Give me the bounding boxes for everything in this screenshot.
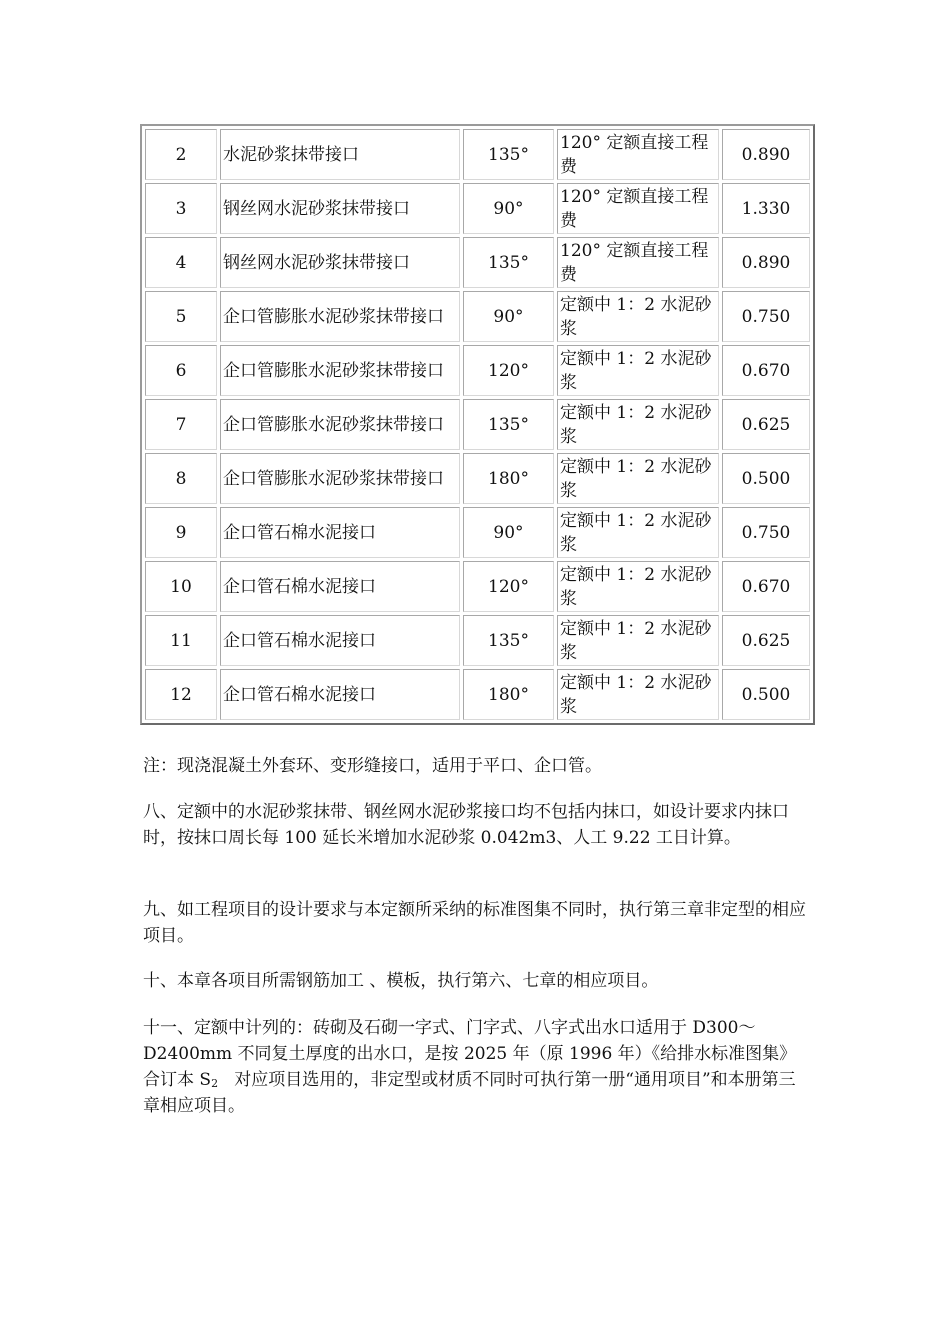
table-footnote: 注：现浇混凝土外套环、变形缝接口，适用于平口、企口管。 bbox=[143, 756, 602, 776]
angle-cell: 180° bbox=[463, 453, 554, 504]
row-number-cell: 6 bbox=[145, 345, 217, 396]
joint-type-cell: 企口管石棉水泥接口 bbox=[220, 615, 460, 666]
base-note-cell: 定额中 1：2 水泥砂浆 bbox=[557, 453, 719, 504]
angle-cell: 135° bbox=[463, 399, 554, 450]
base-note-cell: 定额中 1：2 水泥砂浆 bbox=[557, 291, 719, 342]
row-number-cell: 9 bbox=[145, 507, 217, 558]
angle-cell: 120° bbox=[463, 345, 554, 396]
row-number-cell: 10 bbox=[145, 561, 217, 612]
joint-type-cell: 钢丝网水泥砂浆抹带接口 bbox=[220, 183, 460, 234]
angle-cell: 90° bbox=[463, 183, 554, 234]
table-row bbox=[145, 561, 810, 612]
coefficient-cell: 0.625 bbox=[722, 399, 810, 450]
row-number-cell: 11 bbox=[145, 615, 217, 666]
table-row bbox=[145, 291, 810, 342]
angle-cell: 90° bbox=[463, 507, 554, 558]
coefficient-cell: 0.890 bbox=[722, 237, 810, 288]
table-row bbox=[145, 507, 810, 558]
table-row bbox=[145, 183, 810, 234]
table-row bbox=[145, 345, 810, 396]
paragraph-9: 九、如工程项目的设计要求与本定额所采纳的标准图集不同时，执行第三章非定型的相应项目。 bbox=[143, 900, 806, 946]
row-number-cell: 12 bbox=[145, 669, 217, 720]
joint-type-cell: 企口管膨胀水泥砂浆抹带接口 bbox=[220, 453, 460, 504]
table-body bbox=[145, 129, 810, 720]
joint-type-cell: 企口管膨胀水泥砂浆抹带接口 bbox=[220, 345, 460, 396]
base-note-cell: 定额中 1：2 水泥砂浆 bbox=[557, 345, 719, 396]
base-note-cell: 定额中 1：2 水泥砂浆 bbox=[557, 561, 719, 612]
base-note-cell: 定额中 1：2 水泥砂浆 bbox=[557, 669, 719, 720]
coefficient-cell: 0.625 bbox=[722, 615, 810, 666]
paragraph-10: 十、本章各项目所需钢筋加工 、模板，执行第六、七章的相应项目。 bbox=[143, 971, 659, 991]
coefficient-cell: 0.670 bbox=[722, 345, 810, 396]
quota-coefficient-table bbox=[140, 124, 815, 725]
joint-type-cell: 企口管膨胀水泥砂浆抹带接口 bbox=[220, 291, 460, 342]
joint-type-cell: 企口管石棉水泥接口 bbox=[220, 507, 460, 558]
joint-type-cell: 企口管膨胀水泥砂浆抹带接口 bbox=[220, 399, 460, 450]
angle-cell: 120° bbox=[463, 561, 554, 612]
base-note-cell: 定额中 1：2 水泥砂浆 bbox=[557, 507, 719, 558]
coefficient-cell: 0.750 bbox=[722, 291, 810, 342]
base-note-cell: 120° 定额直接工程费 bbox=[557, 183, 719, 234]
coefficient-cell: 0.890 bbox=[722, 129, 810, 180]
base-note-cell: 120° 定额直接工程费 bbox=[557, 129, 719, 180]
table-row bbox=[145, 669, 810, 720]
paragraph-11-text-b: 对应项目选用的，非定型或材质不同时可执行第一册“通用项目”和本册第三章相应项目。 bbox=[143, 1070, 796, 1116]
coefficient-cell: 0.750 bbox=[722, 507, 810, 558]
base-note-cell: 定额中 1：2 水泥砂浆 bbox=[557, 399, 719, 450]
row-number-cell: 5 bbox=[145, 291, 217, 342]
table-row bbox=[145, 615, 810, 666]
table-row bbox=[145, 237, 810, 288]
paragraph-11-subscript: 2 bbox=[211, 1077, 219, 1090]
row-number-cell: 3 bbox=[145, 183, 217, 234]
paragraph-11 bbox=[143, 1015, 811, 1119]
paragraph-11-text-a: 十一、定额中计列的：砖砌及石砌一字式、门字式、八字式出水口适用于 D300～D2400mm 不同复土厚度的出水口，是按 2025 年（原 1996 年）《给排水标准图集》合订本 S bbox=[143, 1018, 797, 1090]
joint-type-cell: 企口管石棉水泥接口 bbox=[220, 669, 460, 720]
coefficient-cell: 0.500 bbox=[722, 453, 810, 504]
row-number-cell: 8 bbox=[145, 453, 217, 504]
angle-cell: 135° bbox=[463, 129, 554, 180]
row-number-cell: 4 bbox=[145, 237, 217, 288]
angle-cell: 180° bbox=[463, 669, 554, 720]
row-number-cell: 7 bbox=[145, 399, 217, 450]
table-row bbox=[145, 399, 810, 450]
joint-type-cell: 企口管石棉水泥接口 bbox=[220, 561, 460, 612]
angle-cell: 90° bbox=[463, 291, 554, 342]
coefficient-cell: 1.330 bbox=[722, 183, 810, 234]
coefficient-cell: 0.670 bbox=[722, 561, 810, 612]
coefficient-cell: 0.500 bbox=[722, 669, 810, 720]
table-row bbox=[145, 453, 810, 504]
base-note-cell: 120° 定额直接工程费 bbox=[557, 237, 719, 288]
row-number-cell: 2 bbox=[145, 129, 217, 180]
table-row bbox=[145, 129, 810, 180]
angle-cell: 135° bbox=[463, 237, 554, 288]
joint-type-cell: 水泥砂浆抹带接口 bbox=[220, 129, 460, 180]
base-note-cell: 定额中 1：2 水泥砂浆 bbox=[557, 615, 719, 666]
paragraph-8: 八、定额中的水泥砂浆抹带、钢丝网水泥砂浆接口均不包括内抹口，如设计要求内抹口时，按抹口周长每 100 延长米增加水泥砂浆 0.042m3、人工 9.22 工日计算。 bbox=[143, 802, 789, 848]
angle-cell: 135° bbox=[463, 615, 554, 666]
joint-type-cell: 钢丝网水泥砂浆抹带接口 bbox=[220, 237, 460, 288]
